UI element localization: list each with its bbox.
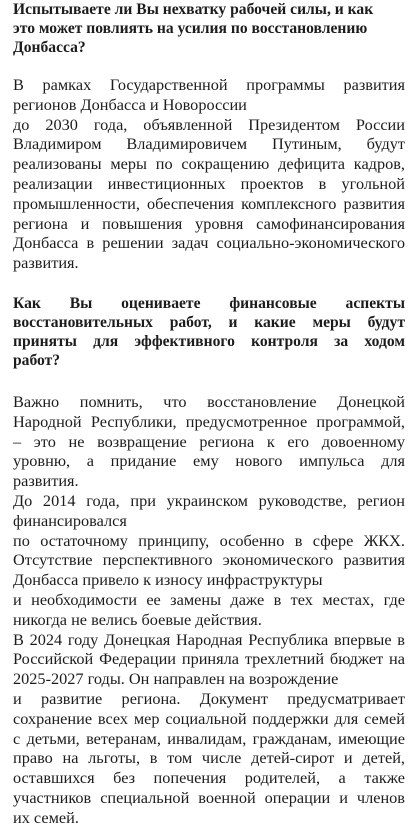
- question-2: [13, 294, 405, 370]
- answer-1-line: до 2030 года, объявленной Президентом России: [13, 114, 405, 134]
- answer-2-line: 2025-2027 годы. Он направлен на возрождение: [13, 669, 339, 689]
- question-1-line: это может повлиять на усилия по восстановлению: [13, 20, 368, 37]
- answer-2-line: с детьми, ветеранам, инвалидам, гражданам, имеющие: [13, 728, 405, 748]
- answer-2-line: оставшихся без попечения родителей, а также: [13, 768, 405, 788]
- answer-2-line: Отсутствие перспективного экономического развития: [13, 550, 405, 570]
- answer-2: [13, 392, 405, 828]
- answer-2-line: Важно помнить, что восстановление Донецкой: [13, 391, 405, 411]
- answer-1-line: Донбасса в решении задач социально-экономического: [13, 233, 405, 253]
- question-2-line: восстановительных работ, и какие меры будут: [13, 313, 405, 331]
- question-2-line: приняты для эффективного контроля за ходом: [13, 332, 405, 350]
- answer-2-line: финансировался: [13, 510, 127, 530]
- answer-1-line: Владимиром Владимировичем Путиным, будут: [13, 134, 405, 154]
- answer-2-line: и развитие региона. Документ предусматривает: [13, 688, 405, 708]
- answer-1-line: развития.: [13, 253, 79, 273]
- answer-1-line: реализованы меры по сокращению дефицита кадров,: [13, 154, 405, 174]
- answer-1-line: промышленности, обеспечения комплексного развития: [13, 193, 405, 213]
- answer-2-line: участников специальной военной операции и членов: [13, 787, 405, 807]
- answer-2-line: по остаточному принципу, особенно в сфере ЖКХ.: [13, 530, 405, 550]
- question-2-line: Как Вы оцениваете финансовые аспекты: [13, 294, 405, 312]
- answer-2-line: и необходимости ее замены даже в тех местах, где: [13, 589, 405, 609]
- answer-2-line: Донбасса привело к износу инфраструктуры: [13, 570, 323, 590]
- answer-1-line: регионов Донбасса и Новороссии: [13, 94, 247, 114]
- question-1: [13, 0, 405, 57]
- answer-2-line: никогда не велись боевые действия.: [13, 609, 262, 629]
- answer-2-line: Народной Республики, предусмотренное программой,: [13, 411, 405, 431]
- answer-2-line: Российской Федерации приняла трехлетний бюджет на: [13, 649, 405, 669]
- answer-2-line: В 2024 году Донецкая Народная Республика впервые в: [13, 629, 405, 649]
- answer-1-line: реализации инвестиционных проектов в угольной: [13, 173, 405, 193]
- answer-2-line: уровню, а придание ему нового импульса для: [13, 451, 405, 471]
- question-1-line: Испытываете ли Вы нехватку рабочей силы, и как: [13, 1, 374, 18]
- article: [13, 0, 405, 828]
- question-2-line: работ?: [13, 351, 61, 369]
- answer-2-line: их семей.: [13, 807, 79, 827]
- answer-1: [13, 75, 405, 273]
- answer-2-line: сохранение всех мер социальной поддержки для семей: [13, 708, 405, 728]
- answer-1-line: В рамках Государственной программы развития: [13, 75, 405, 94]
- question-1-line: Донбасса?: [13, 39, 86, 56]
- answer-2-line: До 2014 года, при украинском руководстве, регион: [13, 490, 405, 510]
- answer-2-line: – это не возвращение региона к его довоенному: [13, 431, 405, 451]
- answer-2-line: право на льготы, в том числе детей-сирот и детей,: [13, 748, 405, 768]
- answer-2-line: развития.: [13, 471, 79, 491]
- answer-1-line: региона и повышения уровня самофинансирования: [13, 213, 405, 233]
